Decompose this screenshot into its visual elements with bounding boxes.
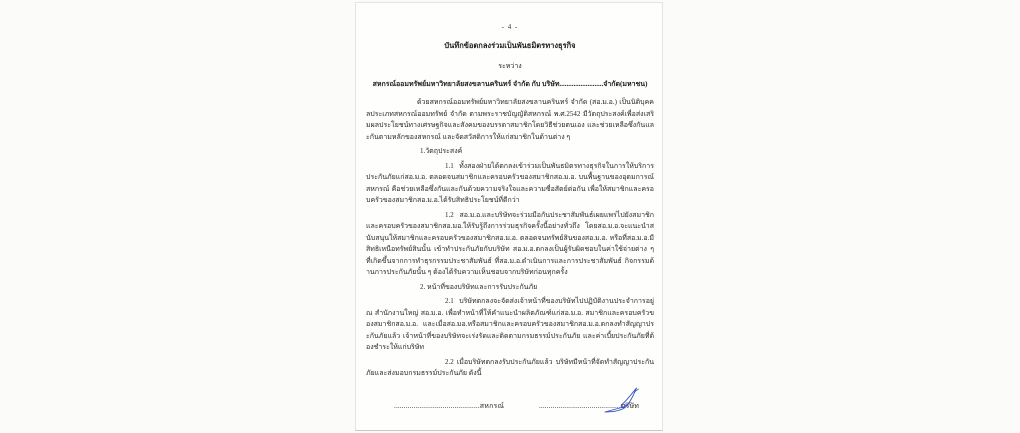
signature-loop-stroke	[621, 389, 638, 407]
clause-1-1: 1.1 ทั้งสองฝ่ายได้ตกลงเข้าร่วมเป็นพันธมิตรทางธุรกิจในการให้บริการประกันภัยแก่สอ.ม.อ. ตลอดจนสมาชิกและครอบครัวของสมาชิกสอ.ม.อ. บนพื้นฐานของอุดมการณ์สหกรณ์ คือช่วยเหลือซึ่งกันและกันด้วยความจริงใจและความซื่อสัตย์ต่อกัน เพื่อให้สมาชิกและครอบครัวของสมาชิกสอ.ม.อ.ได้รับสิทธิประโยชน์ที่ดีกว่า	[366, 161, 654, 204]
parties-line: สหกรณ์ออมทรัพย์มหาวิทยาลัยสงขลานครินทร์ จำกัด กับ บริษัท.........................จำกัด(มหาชน)	[372, 80, 648, 88]
clause-2-2: 2.2 เมื่อบริษัทตกลงรับประกันภัยแล้ว บริษัทมีหน้าที่จัดทำสัญญาประกันภัยและส่งมอบกรมธรรม์ประกันภัย ดังนี้	[366, 357, 654, 377]
between-label: ระหว่าง	[498, 62, 522, 70]
signature-line-company: ..........................................บริษัท	[538, 401, 640, 410]
section-heading-2: 2. หน้าที่ของบริษัทและการรับประกันภัย	[420, 282, 538, 291]
document-title: บันทึกข้อตกลงร่วมเป็นพันธมิตรทางธุรกิจ	[444, 41, 576, 50]
document-page	[355, 2, 663, 431]
signature-main-stroke	[605, 388, 637, 412]
section-heading-1: 1.วัตถุประสงค์	[420, 147, 463, 155]
paragraph-intro: ด้วยสหกรณ์ออมทรัพย์มหาวิทยาลัยสงขลานครินทร์ จำกัด (สอ.ม.อ.) เป็นนิติบุคคลประเภทสหกรณ์ออมทรัพย์ จำกัด ตามพระราชบัญญัติสหกรณ์ พ.ศ.2542 มีวัตถุประสงค์เพื่อส่งเสริมผลประโยชน์ทางเศรษฐกิจและสังคมของบรรดาสมาชิกโดยวิธีช่วยตนเอง และช่วยเหลือซึ่งกันและกันตามหลักของสหกรณ์ และจัดสวัสดิการให้แก่สมาชิกในด้านต่าง ๆ	[366, 98, 654, 141]
signature-line-cooperative: ............................................สหกรณ์	[394, 401, 505, 410]
handwritten-signature-icon	[604, 387, 642, 417]
clause-1-2: 1.2 สอ.ม.อ.และบริษัทจะร่วมมือกันประชาสัมพันธ์เผยแพร่ไปยังสมาชิกและครอบครัวของสมาชิกสอ.มอ.ให้รับรู้ถึงการร่วมธุรกิจครั้งนี้อย่างทั่วถึง โดยสอ.ม.อ.จะแนะนำสนับสนุนให้สมาชิกและครอบครัวของสมาชิกสอ.ม.อ. ตลอดจนทรัพย์สินของสอ.ม.อ. หรือที่สอ.ม.อ.มีสิทธิเหนือทรัพย์สินนั้น เข้าทำประกันภัยกับบริษัท สอ.ม.อ.ตกลงเป็นผู้รับผิดชอบในค่าใช้จ่ายต่าง ๆ ที่เกิดขึ้นจากการทำธุรกรรมประชาสัมพันธ์ ที่สอ.ม.อ.ดำเนินการและการประชาสัมพันธ์ กิจกรรมด้านการประกันภัยนั้น ๆ ต้องได้รับความเห็นชอบจากบริษัทก่อนทุกครั้ง	[366, 210, 654, 276]
clause-2-1: 2.1 บริษัทตกลงจะจัดส่งเจ้าหน้าที่ของบริษัทไปปฏิบัติงานประจำการอยู่ ณ สำนักงานใหญ่ สอ.ม.อ. เพื่อทำหน้าที่ให้คำแนะนำผลิตภัณฑ์แก่สอ.ม.อ. สมาชิกและครอบครัวของสมาชิกสอ.ม.อ. และเมื่อสอ.มอ.หรือสมาชิกและครอบครัวของสมาชิกสอ.ม.อ.ตกลงทำสัญญาประกันภัยแล้ว เจ้าหน้าที่ของบริษัทจะเร่งรัดและติดตามกรมธรรม์ประกันภัย และค่าเบี้ยประกันภัยที่ต้องชำระให้แก่บริษัท	[366, 297, 654, 351]
page-number: - 4 -	[501, 23, 519, 31]
